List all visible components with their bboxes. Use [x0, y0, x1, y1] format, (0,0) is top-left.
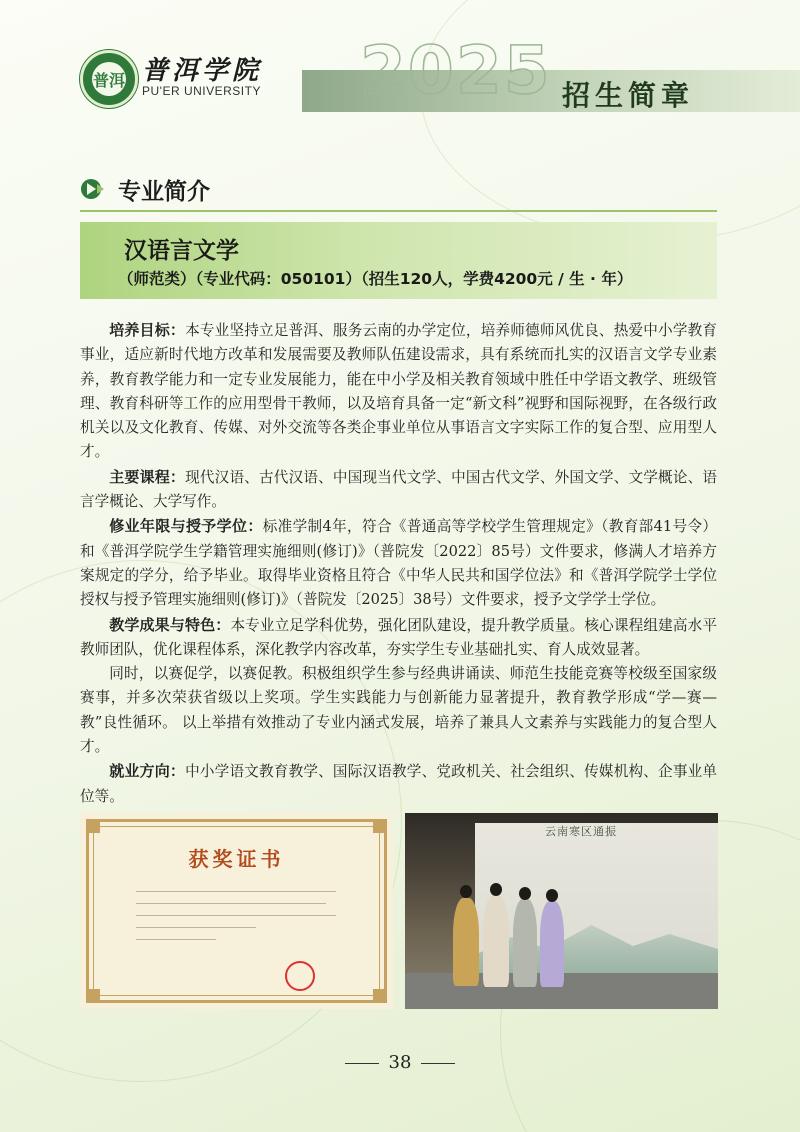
- award-certificate-image: [80, 813, 393, 1009]
- section-title: 专业简介: [118, 179, 210, 205]
- career-text: 中小学语文教育教学、国际汉语教学、党政机关、社会组织、传媒机构、企事业单位等。: [80, 763, 717, 805]
- goal-label: 培养目标：: [109, 321, 186, 339]
- major-banner: [80, 222, 717, 299]
- page-number-dash: [421, 1063, 455, 1064]
- paragraph-results: [80, 613, 717, 663]
- student-group-photo: [405, 813, 718, 1009]
- photo-person-head: [460, 885, 472, 898]
- page-number: [0, 1052, 800, 1073]
- paragraph-courses: [80, 465, 717, 515]
- section-divider: [80, 210, 717, 212]
- photo-person: [513, 899, 537, 987]
- photo-person-head: [490, 883, 502, 896]
- duration-label: 修业年限与授予学位：: [109, 517, 263, 536]
- photo-person: [483, 895, 509, 987]
- results-label: 教学成果与特色：: [109, 615, 231, 634]
- photo-person: [453, 898, 479, 986]
- page-number-text: 38: [388, 1052, 412, 1073]
- career-label: 就业方向：: [109, 762, 186, 781]
- certificate-text-line: [136, 915, 336, 916]
- major-description: [80, 318, 717, 809]
- university-name-cn: 普洱学院: [142, 56, 263, 86]
- photo-wall-sign: 云南寒区通振: [545, 825, 617, 838]
- photo-person-head: [546, 889, 558, 902]
- photo-person: [540, 901, 564, 987]
- major-name: 汉语言文学: [124, 238, 239, 264]
- seal-text: 普洱: [92, 62, 126, 96]
- certificate-corner: [86, 989, 100, 1003]
- certificate-corner: [373, 819, 387, 833]
- header-year: 2025: [360, 32, 552, 109]
- courses-label: 主要课程：: [109, 467, 186, 486]
- photo-person-head: [519, 887, 531, 900]
- paragraph-goal: [80, 318, 717, 465]
- page-number-dash: [345, 1063, 379, 1064]
- certificate-corner: [86, 819, 100, 833]
- goal-text: 本专业坚持立足普洱、服务云南的办学定位，培养师德师风优良、热爱中小学教育事业，适应新时代地方改革和发展需要及教师队伍建设需求，具有系统而扎实的汉语言文学专业素养，教育教学能力和一定专业发展能力，能在中小学及相关教育领域中胜任中学语文教学、班级管理、教育科研等工作的应用型骨干教师，以及培育具备一定“新文科”视野和国际视野，在各级行政机关以及文化教育、传媒、对外交流等各类企事业单位从事语言文字实际工作的复合型、应用型人才。: [80, 322, 717, 461]
- paragraph-duration: [80, 514, 717, 612]
- results-text: 本专业立足学科优势，强化团队建设，提升教学质量。核心课程组建高水平教师团队，优化课程体系，深化教学内容改革，夯实学生专业基础扎实、育人成效显著。: [80, 616, 717, 658]
- certificate-text-line: [136, 939, 216, 940]
- certificate-corner: [373, 989, 387, 1003]
- courses-text: 现代汉语、古代汉语、中国现当代文学、中国古代文学、外国文学、文学概论、语言学概论、大学写作。: [80, 468, 717, 511]
- university-logo-seal: [80, 50, 138, 108]
- paragraph-results-2: [80, 662, 717, 759]
- duration-text: 标准学制4年，符合《普通高等学校学生管理规定》（教育部41号令）和《普洱学院学生学籍管理实施细则(修订)》（普院发〔2022〕85号）文件要求，修满人才培养方案规定的学分，给予毕业。取得毕业资格且符合《中华人民共和国学位法》和《普洱学院学士学位授权与授予管理实施细则(修订)》（普院发〔2025〕38号）文件要求，授予文学学士学位。: [80, 518, 717, 609]
- certificate-red-seal: [285, 961, 315, 991]
- certificate-text-line: [136, 927, 256, 928]
- certificate-text-line: [136, 903, 326, 904]
- section-arrow-icon: [80, 176, 106, 202]
- paragraph-career: [80, 759, 717, 809]
- major-meta: （师范类）（专业代码：050101）（招生120人，学费4200元 / 生 · 年）: [118, 270, 633, 288]
- university-name-en: PU'ER UNIVERSITY: [142, 84, 261, 98]
- certificate-text-line: [136, 891, 336, 892]
- results-text-2: 同时，以赛促学，以赛促教。积极组织学生参与经典讲诵读、师范生技能竞赛等校级至国家级赛事，并多次荣获省级以上奖项。学生实践能力与创新能力显著提升，教育教学形成“学—赛—教”良性循环。 以上举措有效推动了专业内涵式发展，培养了兼具人文素养与实践能力的复合型人才。: [80, 665, 717, 756]
- header-title: 招生简章: [562, 79, 695, 112]
- certificate-title: 获奖证书: [188, 847, 285, 871]
